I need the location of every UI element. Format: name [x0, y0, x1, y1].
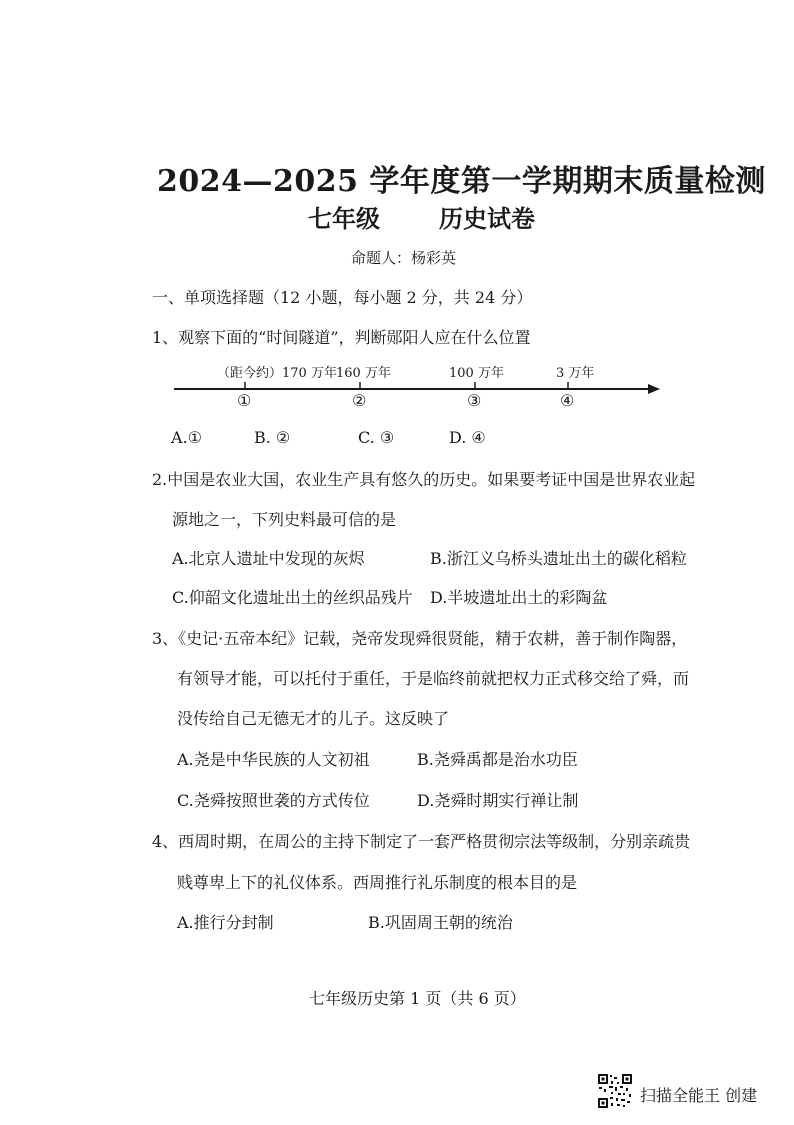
q1-option-a: A.①	[171, 428, 202, 447]
q3-option-b: B.尧舜禹都是治水功臣	[417, 750, 578, 769]
question-2-line-2: 源地之一，下列史料最可信的是	[172, 510, 397, 529]
q1-option-c: C. ③	[358, 428, 395, 447]
timeline-label-4: 3 万年	[556, 366, 595, 381]
q3-option-d: D.尧舜时期实行禅让制	[417, 791, 579, 810]
q2-option-c: C.仰韶文化遗址出土的丝织品残片	[172, 588, 413, 607]
question-1-stem: 1、观察下面的“时间隧道”，判断郧阳人应在什么位置	[152, 328, 531, 347]
q4-option-a: A.推行分封制	[177, 913, 274, 932]
page-footer: 七年级历史第 1 页（共 6 页）	[309, 989, 526, 1008]
qr-code-icon	[597, 1073, 633, 1109]
author-line: 命题人：杨彩英	[351, 249, 457, 267]
q3-option-a: A.尧是中华民族的人文初祖	[177, 750, 370, 769]
question-3-line-1: 3、《史记·五帝本纪》记载，尧帝发现舜很贤能，精于农耕，善于制作陶器，	[152, 629, 688, 648]
q2-option-d: D.半坡遗址出土的彩陶盆	[430, 588, 608, 607]
timeline-marker-4: ④	[560, 391, 575, 410]
question-2-line-1: 2.中国是农业大国，农业生产具有悠久的历史。如果要考证中国是世界农业起	[152, 470, 696, 489]
q1-option-b: B. ②	[254, 428, 291, 447]
question-4-line-1: 4、西周时期，在周公的主持下制定了一套严格贯彻宗法等级制，分别亲疏贵	[152, 832, 691, 851]
timeline-marker-2: ②	[352, 391, 367, 410]
timeline-marker-1: ①	[237, 391, 252, 410]
q2-option-b: B.浙江义乌桥头遗址出土的碳化稻粒	[430, 549, 687, 568]
q3-option-c: C.尧舜按照世袭的方式传位	[177, 791, 370, 810]
scanner-watermark: 扫描全能王 创建	[640, 1086, 758, 1105]
subject-label: 历史试卷	[439, 204, 535, 233]
q1-option-d: D. ④	[449, 428, 486, 447]
q2-option-a: A.北京人遗址中发现的灰烬	[172, 549, 365, 568]
q4-option-b: B.巩固周王朝的统治	[368, 913, 513, 932]
question-3-line-2: 有领导才能，可以托付于重任，于是临终前就把权力正式移交给了舜，而	[177, 669, 690, 688]
section-heading: 一、单项选择题（12 小题，每小题 2 分，共 24 分）	[152, 288, 533, 307]
timeline-marker-3: ③	[467, 391, 482, 410]
exam-title: 2024—2025 学年度第一学期期末质量检测	[157, 164, 766, 199]
question-4-line-2: 贱尊卑上下的礼仪体系。西周推行礼乐制度的根本目的是	[177, 873, 578, 892]
timeline-label-2: 160 万年	[336, 366, 391, 381]
grade-label: 七年级	[308, 204, 380, 233]
timeline-label-1: （距今约）170 万年	[217, 366, 337, 381]
timeline-arrowhead	[648, 384, 660, 394]
timeline-label-3: 100 万年	[449, 366, 504, 381]
question-3-line-3: 没传给自己无德无才的儿子。这反映了	[177, 709, 450, 728]
